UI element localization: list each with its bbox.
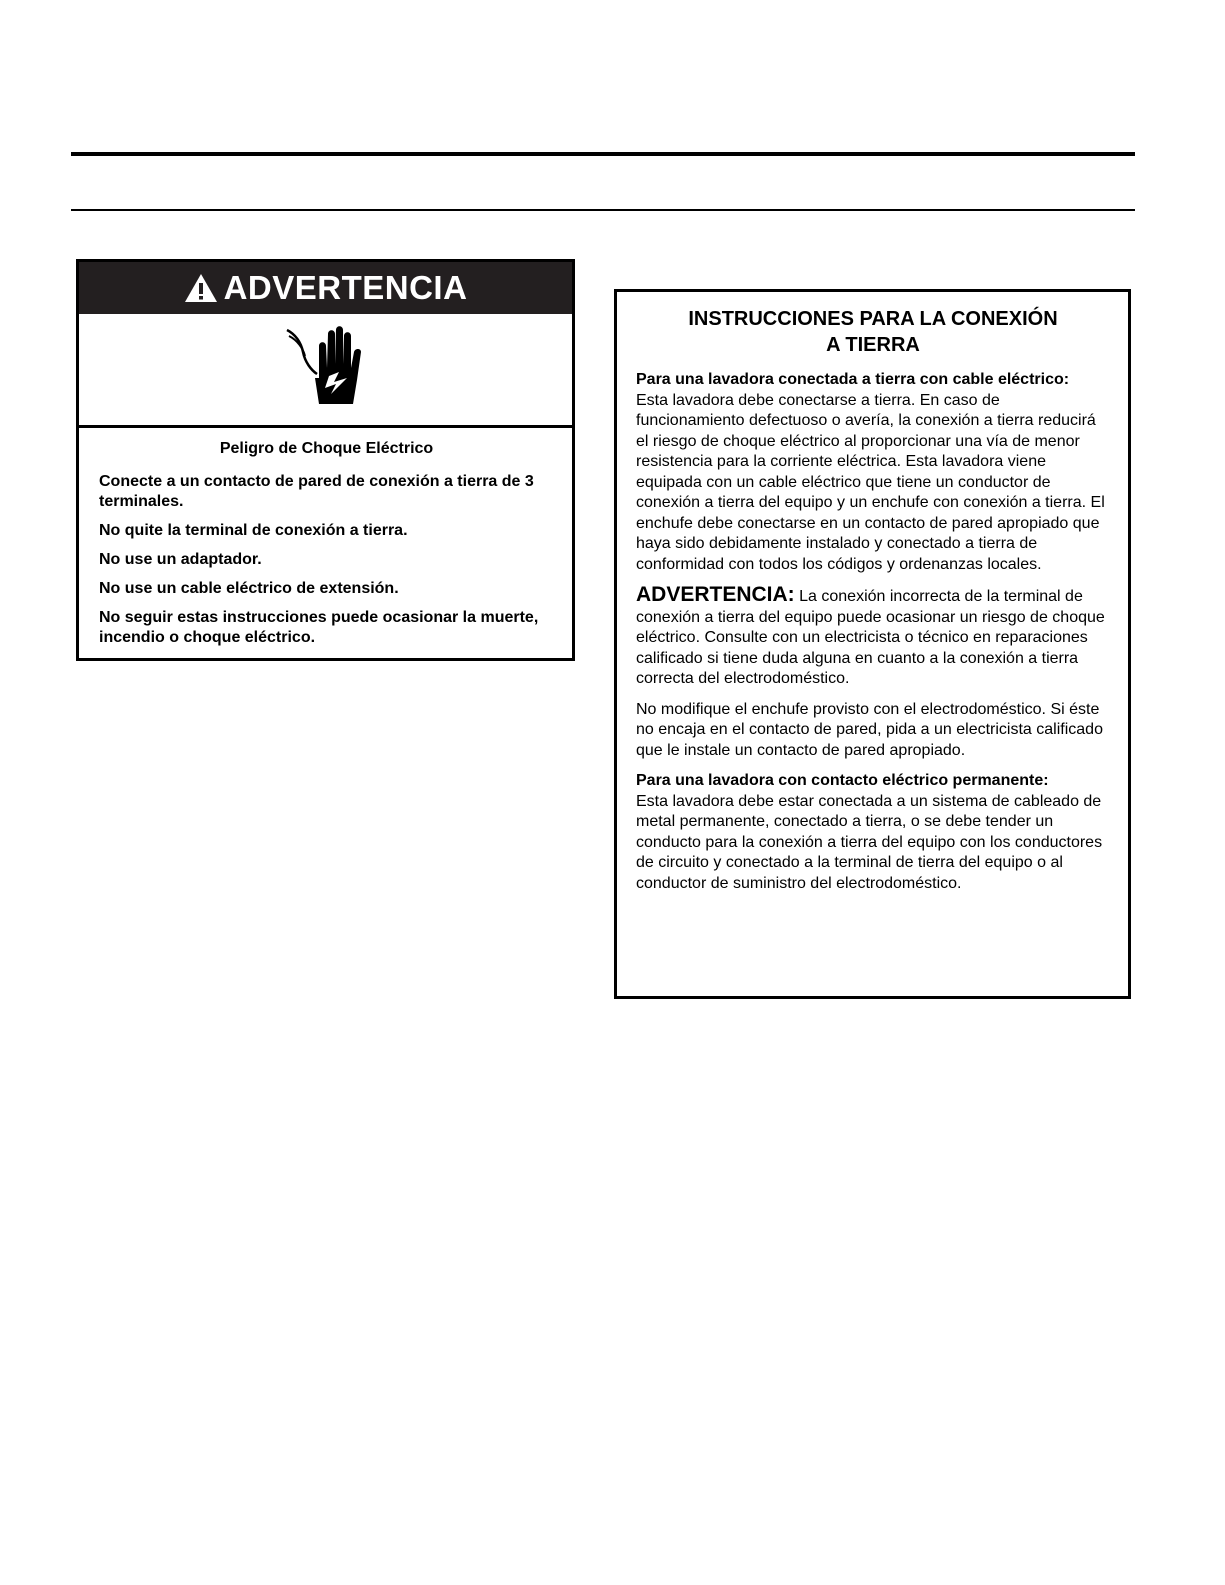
header-rule-thick [71, 152, 1135, 156]
warning-line: No use un adaptador. [99, 551, 262, 568]
warning-line: Conecte a un contacto de pared de conexión a tierra de 3 terminales. [99, 473, 534, 510]
warning-title: ADVERTENCIA [223, 269, 468, 306]
plug-paragraph: No modifique el enchufe provisto con el electrodoméstico. Si éste no encaja en el contacto de pared, pida a un electricista calificado que le instale un contacto de pared apropiado. [636, 700, 1103, 759]
grounding-warning-paragraph [636, 585, 1110, 690]
instructions-title-line1: INSTRUCCIONES PARA LA CONEXIÓN [688, 308, 1058, 330]
grounding-warning-text: La conexión incorrecta de la terminal de conexión a tierra del equipo puede ocasionar un riesgo de choque eléctrico. Consulte con un electricista o técnico en reparaciones calificado si tiene duda alguna en cuanto a la conexión a tierra correcta del electrodoméstico. [636, 588, 1105, 687]
header-rule-thin [71, 209, 1135, 211]
warning-header [79, 262, 572, 314]
instructions-title [636, 306, 1110, 358]
permanent-heading: Para una lavadora con contacto eléctrico permanente: [636, 772, 1049, 789]
warning-body [79, 428, 572, 648]
instructions-title-line2: A TIERRA [826, 334, 920, 356]
warning-triangle-icon [184, 273, 218, 303]
permanent-paragraph: Esta lavadora debe estar conectada a un sistema de cableado de metal permanente, conectado a tierra, o se debe tender un conducto para la conexión a tierra del equipo con los conductores de circuito y conectado a la terminal de tierra del equipo o al conductor de suministro del electrodoméstico. [636, 792, 1103, 892]
cord-heading: Para una lavadora conectada a tierra con cable eléctrico: [636, 371, 1070, 388]
grounding-instructions-box [614, 289, 1131, 999]
warning-line: No seguir estas instrucciones puede ocasionar la muerte, incendio o choque eléctrico. [99, 609, 539, 646]
electric-shock-hand-icon [281, 322, 371, 417]
cord-paragraph: Esta lavadora debe conectarse a tierra. En caso de funcionamiento defectuoso o avería, la conexión a tierra reducirá el riesgo de choque eléctrico al proporcionar una vía de menor resistencia para la corriente eléctrica. Esta lavadora viene equipada con un cable eléctrico que tiene un conductor de conexión a tierra del equipo y un enchufe con conexión a tierra. El enchufe debe conectarse en un contacto de pared apropiado que haya sido debidamente instalado y conectado a tierra de conformidad con todos los códigos y ordenanzas locales. [636, 391, 1105, 573]
grounding-warning-label: ADVERTENCIA: [636, 583, 795, 606]
icon-panel [79, 314, 572, 428]
electric-shock-warning-box [76, 259, 575, 661]
warning-subtitle: Peligro de Choque Eléctrico [219, 440, 434, 457]
warning-line: No use un cable eléctrico de extensión. [99, 580, 399, 597]
warning-line: No quite la terminal de conexión a tierra. [99, 522, 408, 539]
